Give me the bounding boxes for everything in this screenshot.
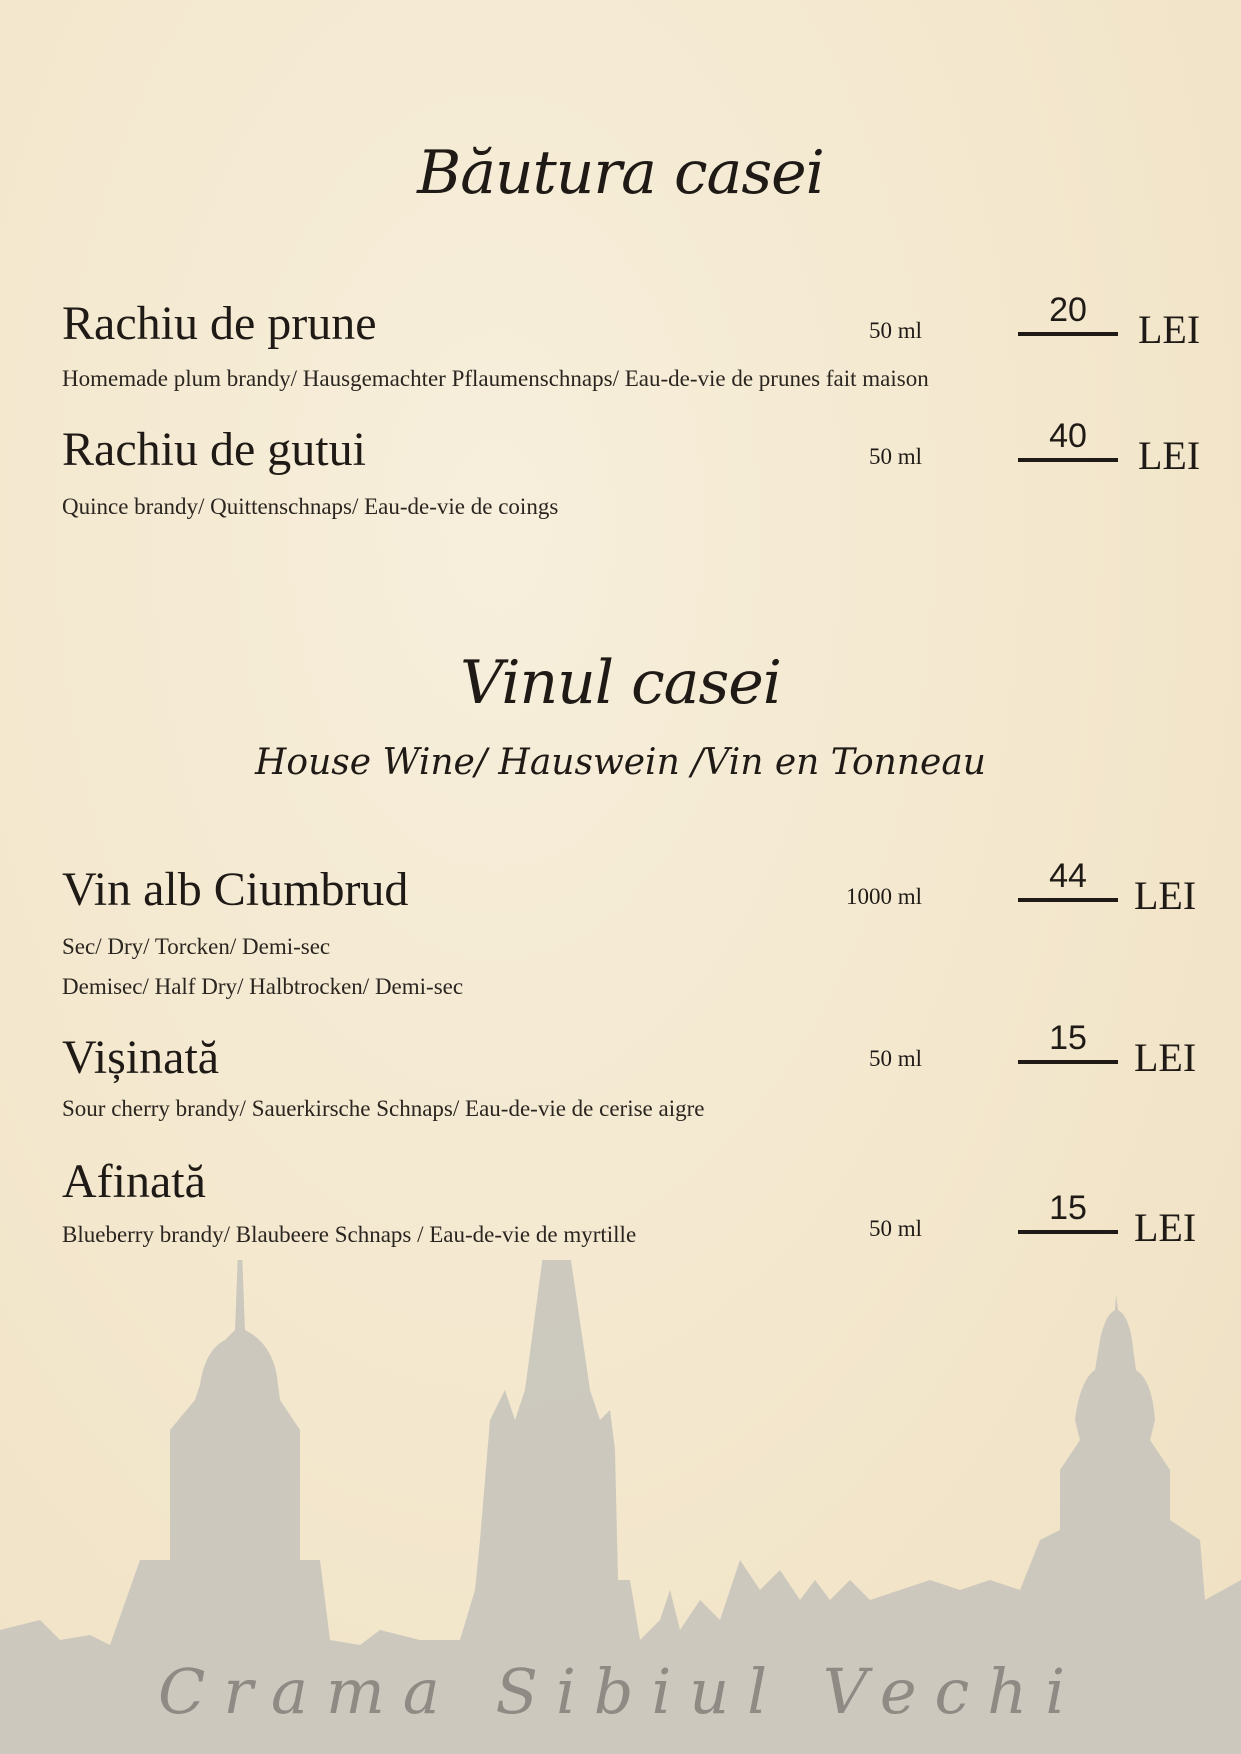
footer-brand-name: Crama Sibiul Vechi: [157, 1655, 1084, 1728]
item-name-white-wine: Vin alb Ciumbrud: [62, 863, 409, 916]
section-title-house-wine: Vinul casei: [460, 648, 781, 718]
item-description: Blueberry brandy/ Blaubeere Schnaps / Eau-de-vie de myrtille: [62, 1222, 637, 1247]
item-currency: LEI: [1134, 1205, 1197, 1250]
item-volume: 1000 ml: [845, 884, 922, 909]
item-description: Homemade plum brandy/ Hausgemachter Pflaumenschnaps/ Eau-de-vie de prunes fait maison: [62, 366, 929, 391]
section-title-house-drinks: Băutura casei: [417, 138, 824, 208]
item-description: Quince brandy/ Quittenschnaps/ Eau-de-vie de coings: [62, 494, 559, 519]
section-subtitle-house-wine: House Wine/ Hauswein /Vin en Tonneau: [255, 742, 986, 783]
item-description: Demisec/ Half Dry/ Halbtrocken/ Demi-sec: [62, 974, 464, 999]
item-price: 20: [1018, 290, 1118, 336]
item-price: 44: [1018, 856, 1118, 902]
item-currency: LEI: [1134, 873, 1197, 918]
item-name-quince-brandy: Rachiu de gutui: [62, 423, 366, 476]
item-description: Sour cherry brandy/ Sauerkirsche Schnaps/ Eau-de-vie de cerise aigre: [62, 1096, 705, 1121]
item-volume: 50 ml: [868, 318, 922, 343]
item-currency: LEI: [1134, 1035, 1197, 1080]
item-price: 15: [1018, 1188, 1118, 1234]
item-name-plum-brandy: Rachiu de prune: [62, 297, 377, 350]
item-name-sour-cherry-brandy: Vișinată: [62, 1031, 220, 1084]
item-price: 15: [1018, 1018, 1118, 1064]
item-description: Sec/ Dry/ Torcken/ Demi-sec: [62, 934, 331, 959]
item-price: 40: [1018, 416, 1118, 462]
item-volume: 50 ml: [868, 1046, 922, 1071]
item-name-blueberry-brandy: Afinată: [62, 1155, 206, 1208]
item-currency: LEI: [1138, 307, 1201, 352]
item-volume: 50 ml: [868, 444, 922, 469]
item-volume: 50 ml: [868, 1216, 922, 1241]
item-currency: LEI: [1138, 433, 1201, 478]
